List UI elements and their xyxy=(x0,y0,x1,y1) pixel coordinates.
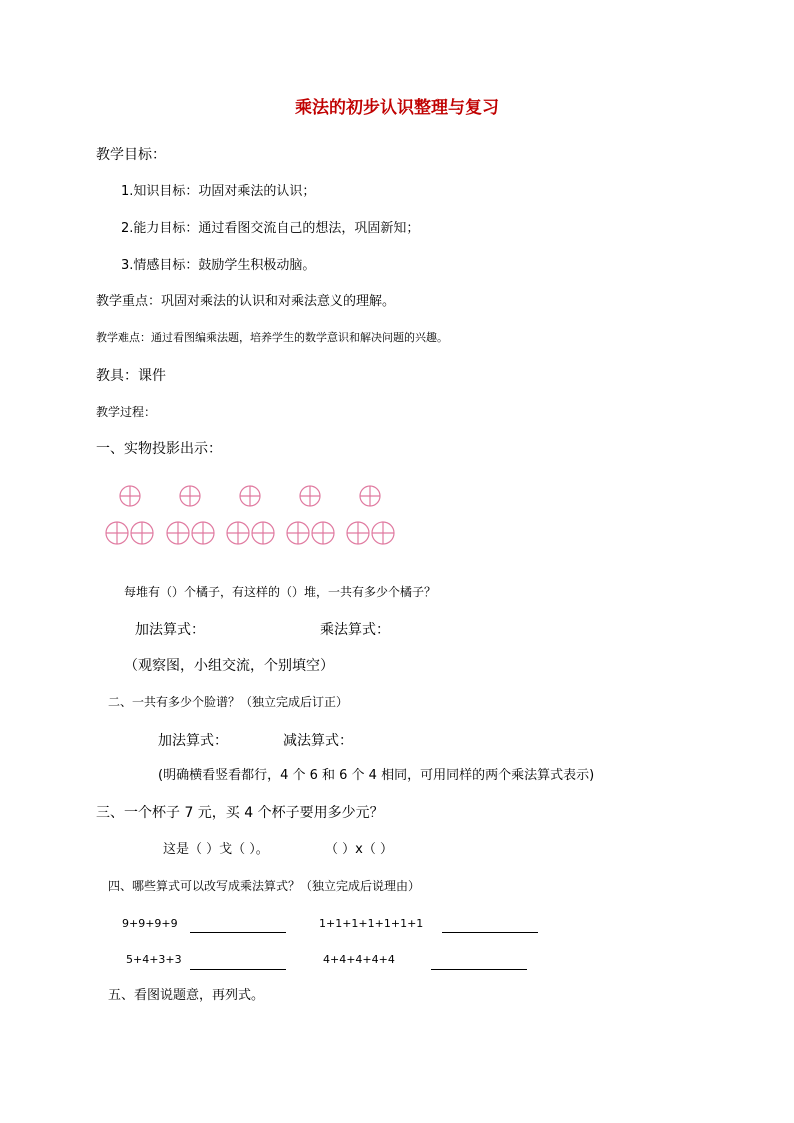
objective-knowledge: 1.知识目标：功固对乘法的认识； xyxy=(121,184,316,199)
objectives-heading: 教学目标： xyxy=(96,147,166,163)
answer-blank-2[interactable] xyxy=(442,932,538,933)
key-point: 教学重点：巩固对乘法的认识和对乘法意义的理解。 xyxy=(96,294,396,309)
section3-line-b: （ ）x（ ） xyxy=(325,842,393,857)
tools: 教具：课件 xyxy=(96,368,166,384)
expression-3: 5+4+3+3 xyxy=(126,953,182,966)
section3-line-a: 这是（ ）戈（ ）。 xyxy=(163,842,269,857)
section3-heading: 三、一个杯子 7 元，买 4 个杯子要用多少元？ xyxy=(96,805,384,821)
section1-question: 每堆有（）个橘子，有这样的（）堆，一共有多少个橘子？ xyxy=(124,585,437,599)
expression-2: 1+1+1+1+1+1+1 xyxy=(319,917,424,930)
orange-single xyxy=(240,486,260,506)
orange-single xyxy=(360,486,380,506)
objective-ability: 2.能力目标：通过看图交流自己的想法，巩固新知； xyxy=(121,221,420,236)
orange-pair xyxy=(347,522,394,544)
section1-heading: 一、实物投影出示： xyxy=(96,441,222,457)
section2-sub-label: 减法算式： xyxy=(283,733,353,749)
orange-single xyxy=(180,486,200,506)
page-title: 乘法的初步认识整理与复习 xyxy=(295,98,499,118)
section2-heading: 二、一共有多少个脸谱？（独立完成后订正） xyxy=(108,695,349,709)
answer-blank-4[interactable] xyxy=(431,969,527,970)
expression-4: 4+4+4+4+4 xyxy=(323,953,395,966)
section4-heading: 四、哪些算式可以改写成乘法算式？（独立完成后说理由） xyxy=(108,879,421,893)
answer-blank-1[interactable] xyxy=(190,932,286,933)
section2-note: (明确横看竖看都行，4 个 6 和 6 个 4 相同，可用同样的两个乘法算式表示) xyxy=(158,768,595,783)
difficulty: 教学难点：通过看图编乘法题，培养学生的数学意识和解决问题的兴趣。 xyxy=(96,331,448,344)
section2-add-label: 加法算式： xyxy=(158,733,228,749)
process-heading: 教学过程： xyxy=(96,405,157,419)
section1-note: （观察图，小组交流，个别填空） xyxy=(124,658,334,674)
orange-single xyxy=(300,486,320,506)
section5-heading: 五、看图说题意，再列式。 xyxy=(108,988,265,1003)
orange-single xyxy=(120,486,140,506)
section1-mul-label: 乘法算式： xyxy=(320,622,390,638)
orange-pair xyxy=(106,522,153,544)
orange-pair xyxy=(287,522,334,544)
answer-blank-3[interactable] xyxy=(190,969,286,970)
expression-1: 9+9+9+9 xyxy=(122,917,178,930)
orange-pair xyxy=(167,522,214,544)
orange-pair xyxy=(227,522,274,544)
section1-add-label: 加法算式： xyxy=(135,622,205,638)
objective-emotion: 3.情感目标：鼓励学生积极动脑。 xyxy=(121,258,316,273)
